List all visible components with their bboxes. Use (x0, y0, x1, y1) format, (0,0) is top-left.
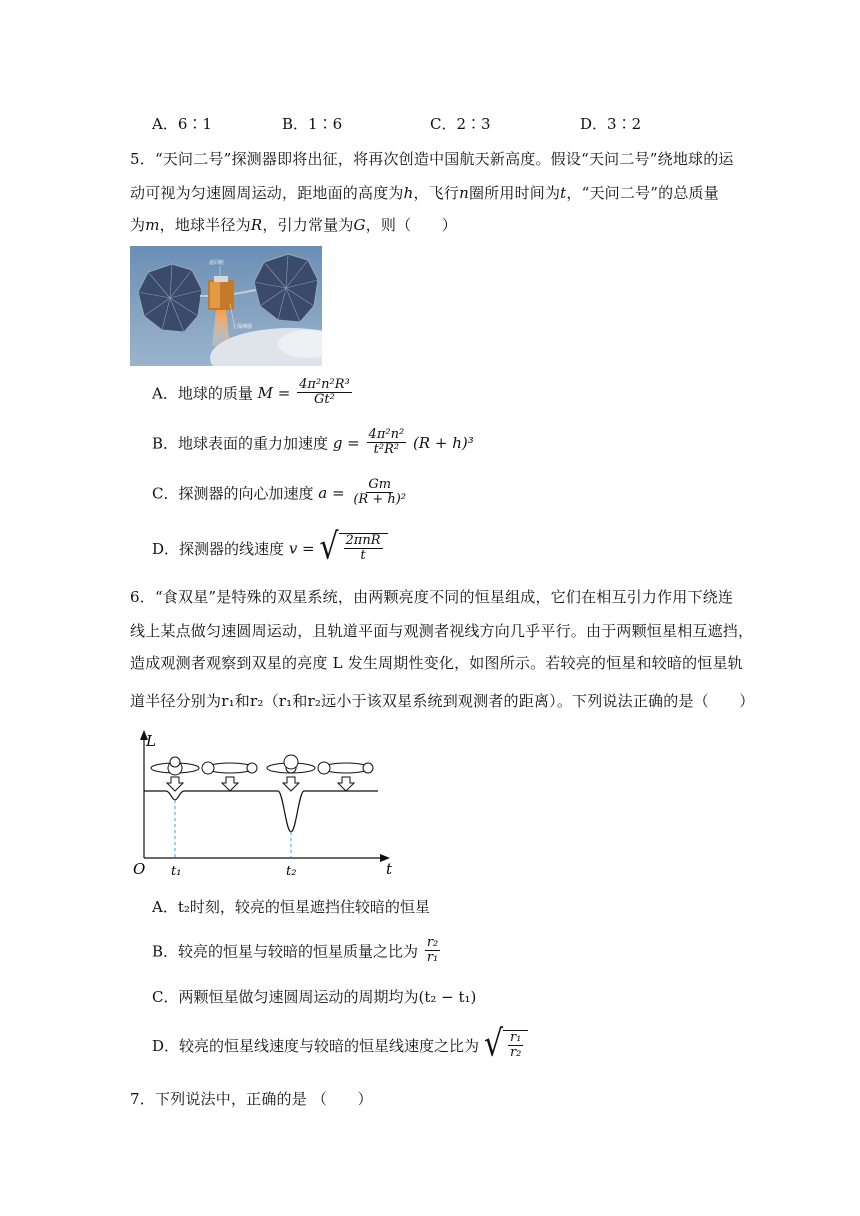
orbit-diagram-4 (318, 762, 373, 791)
t2-label: t₂ (286, 864, 297, 878)
orbit-diagram-1 (151, 757, 199, 791)
y-axis-label: L (146, 732, 156, 750)
q5-stem-line3: 为m，地球半径为R，引力常量为G，则（ ） (130, 216, 457, 234)
q6-option-d: D．较亮的恒星线速度与较暗的恒星线速度之比为 √ $\frac{\text{r₁}}{\text{r₂}}$ (152, 1030, 528, 1061)
q5-option-b: B．地球表面的重力加速度 g = $\frac{\text{4π²n²}}{\text{t²R²}}$ (R + h)³ (152, 427, 474, 458)
probe-photo (130, 246, 322, 366)
origin-label: O (133, 860, 146, 878)
orbit-diagram-3 (267, 755, 315, 791)
q5-stem-line2: 动可视为匀速圆周运动，距地面的高度为h，飞行n圈所用时间为t，“天问二号”的总质量 (130, 184, 719, 202)
x-axis-label: t (386, 860, 393, 878)
probe-label-return: 返回舱 (209, 260, 225, 266)
q6-stem-line2: 线上某点做匀速圆周运动，且轨道平面与观测者视线方向几乎平行。由于两颗恒星相互遮挡， (130, 622, 754, 640)
brightness-curve (144, 791, 378, 832)
q6-stem-line1: 6．“食双星”是特殊的双星系统，由两颗亮度不同的恒星组成，它们在相互引力作用下绕连 (130, 588, 734, 606)
q6-stem-line3: 造成观测者观察到双星的亮度 L 发生周期性变化，如图所示。若较亮的恒星和较暗的恒星轨 (130, 654, 743, 672)
t1-label: t₁ (171, 864, 182, 878)
q5-option-a: A．地球的质量 M = $\frac{\text{4π²n²R³}}{\text{Gt²}}$ (152, 377, 350, 408)
q5-option-c: C．探测器的向心加速度 a = $\frac{Gm}{\text{(R + h)²}}$ (152, 477, 407, 508)
q5-stem-line1: 5．“天问二号”探测器即将出征，将再次创造中国航天新高度。假设“天问二号”绕地球的运 (130, 150, 734, 168)
q4-option-a: A．6∶1 (152, 115, 212, 133)
orbit-diagram-2 (202, 762, 257, 791)
q4-option-d: D．3∶2 (580, 115, 642, 133)
q6-option-a: A．t₂时刻，较亮的恒星遮挡住较暗的恒星 (152, 898, 430, 916)
q5-option-d: D．探测器的线速度 v = √ $\frac{\text{2πnR}}{t}$ (152, 533, 388, 564)
luminosity-graph (128, 728, 408, 878)
q6-option-c: C．两颗恒星做匀速圆周运动的周期均为(t₂ − t₁) (152, 988, 477, 1006)
q6-stem-line4: 道半径分别为r₁和r₂（r₁和r₂远小于该双星系统到观测者的距离）。下列说法正确的是（ ） (130, 692, 755, 710)
q4-option-c: C．2∶3 (430, 115, 491, 133)
q4-option-b: B．1∶6 (282, 115, 343, 133)
q7-stem-line1: 7．下列说法中，正确的是 （ ） (130, 1090, 373, 1108)
probe-label-main: 主探测器 (232, 324, 253, 330)
q6-option-b: B．较亮的恒星与较暗的恒星质量之比为 $\frac{\text{r₂}}{\text{r₁}}$ (152, 935, 439, 966)
